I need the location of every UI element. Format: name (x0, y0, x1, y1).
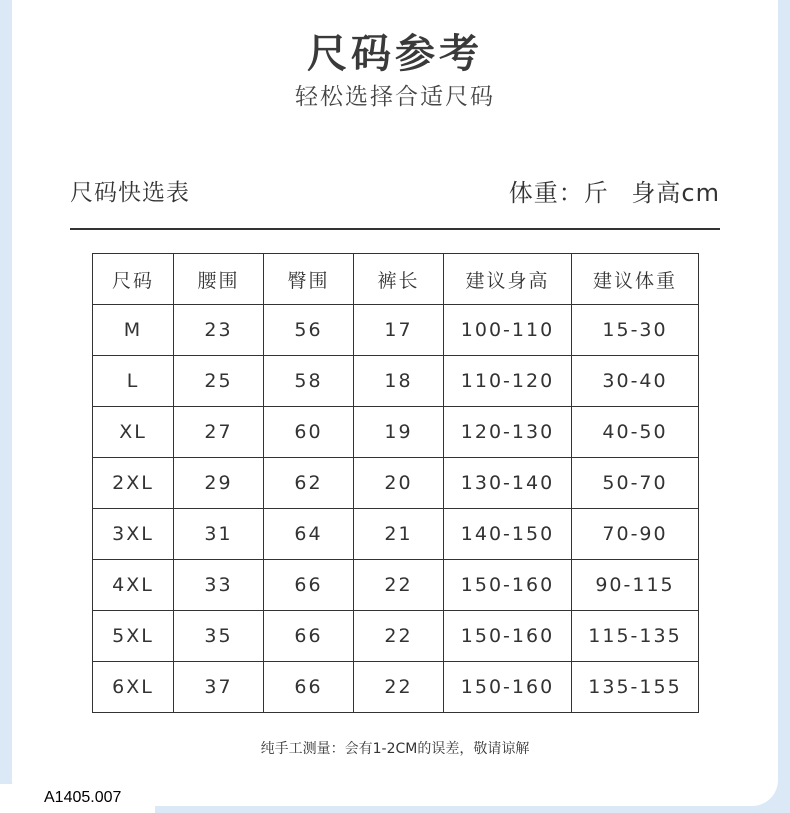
table-cell: 140-150 (444, 509, 572, 560)
page-subtitle: 轻松选择合适尺码 (295, 84, 495, 110)
size-table (92, 253, 699, 713)
column-header-height: 建议身高 (444, 254, 572, 305)
table-cell: XL (93, 407, 174, 458)
table-row (93, 509, 699, 560)
table-cell: 27 (174, 407, 264, 458)
table-cell: 5XL (93, 611, 174, 662)
table-cell: 29 (174, 458, 264, 509)
section-title: 尺码快选表 (70, 180, 190, 206)
table-cell: 23 (174, 305, 264, 356)
table-cell: 150-160 (444, 662, 572, 713)
table-row (93, 305, 699, 356)
table-cell: 66 (264, 611, 354, 662)
table-row (93, 662, 699, 713)
table-cell: 130-140 (444, 458, 572, 509)
table-cell: 50-70 (572, 458, 699, 509)
table-cell: 56 (264, 305, 354, 356)
column-header-length: 裤长 (354, 254, 444, 305)
table-row (93, 356, 699, 407)
table-cell: 66 (264, 560, 354, 611)
unit-note (509, 173, 720, 208)
table-cell: L (93, 356, 174, 407)
column-header-size: 尺码 (93, 254, 174, 305)
table-row (93, 407, 699, 458)
table-cell: M (93, 305, 174, 356)
table-cell: 58 (264, 356, 354, 407)
table-cell: 18 (354, 356, 444, 407)
table-cell: 35 (174, 611, 264, 662)
table-cell: 62 (264, 458, 354, 509)
page-title: 尺码参考 (307, 31, 483, 77)
table-cell: 120-130 (444, 407, 572, 458)
weight-unit-label: 体重：斤 (508, 179, 609, 207)
table-cell: 4XL (93, 560, 174, 611)
height-unit-label: 身高cm (631, 179, 720, 207)
table-row (93, 458, 699, 509)
table-cell: 19 (354, 407, 444, 458)
table-cell: 150-160 (444, 560, 572, 611)
table-cell: 22 (354, 611, 444, 662)
table-cell: 100-110 (444, 305, 572, 356)
table-cell: 31 (174, 509, 264, 560)
table-cell: 20 (354, 458, 444, 509)
column-header-hip: 臀围 (264, 254, 354, 305)
column-header-waist: 腰围 (174, 254, 264, 305)
product-code-label: A1405.007 (0, 784, 155, 813)
table-row (93, 560, 699, 611)
table-cell: 25 (174, 356, 264, 407)
table-cell: 15-30 (572, 305, 699, 356)
table-cell: 150-160 (444, 611, 572, 662)
table-cell: 70-90 (572, 509, 699, 560)
table-cell: 22 (354, 560, 444, 611)
table-cell: 90-115 (572, 560, 699, 611)
table-cell: 30-40 (572, 356, 699, 407)
table-cell: 6XL (93, 662, 174, 713)
table-cell: 64 (264, 509, 354, 560)
table-cell: 3XL (93, 509, 174, 560)
table-row (93, 611, 699, 662)
table-cell: 2XL (93, 458, 174, 509)
table-cell: 37 (174, 662, 264, 713)
measurement-note: 纯手工测量：会有1-2CM的误差，敬请谅解 (260, 741, 530, 757)
table-cell: 33 (174, 560, 264, 611)
table-header-row (93, 254, 699, 305)
table-cell: 115-135 (572, 611, 699, 662)
column-header-weight: 建议体重 (572, 254, 699, 305)
table-cell: 66 (264, 662, 354, 713)
table-cell: 22 (354, 662, 444, 713)
table-cell: 135-155 (572, 662, 699, 713)
table-cell: 110-120 (444, 356, 572, 407)
table-cell: 17 (354, 305, 444, 356)
section-divider (70, 228, 720, 230)
table-cell: 21 (354, 509, 444, 560)
table-cell: 40-50 (572, 407, 699, 458)
table-cell: 60 (264, 407, 354, 458)
